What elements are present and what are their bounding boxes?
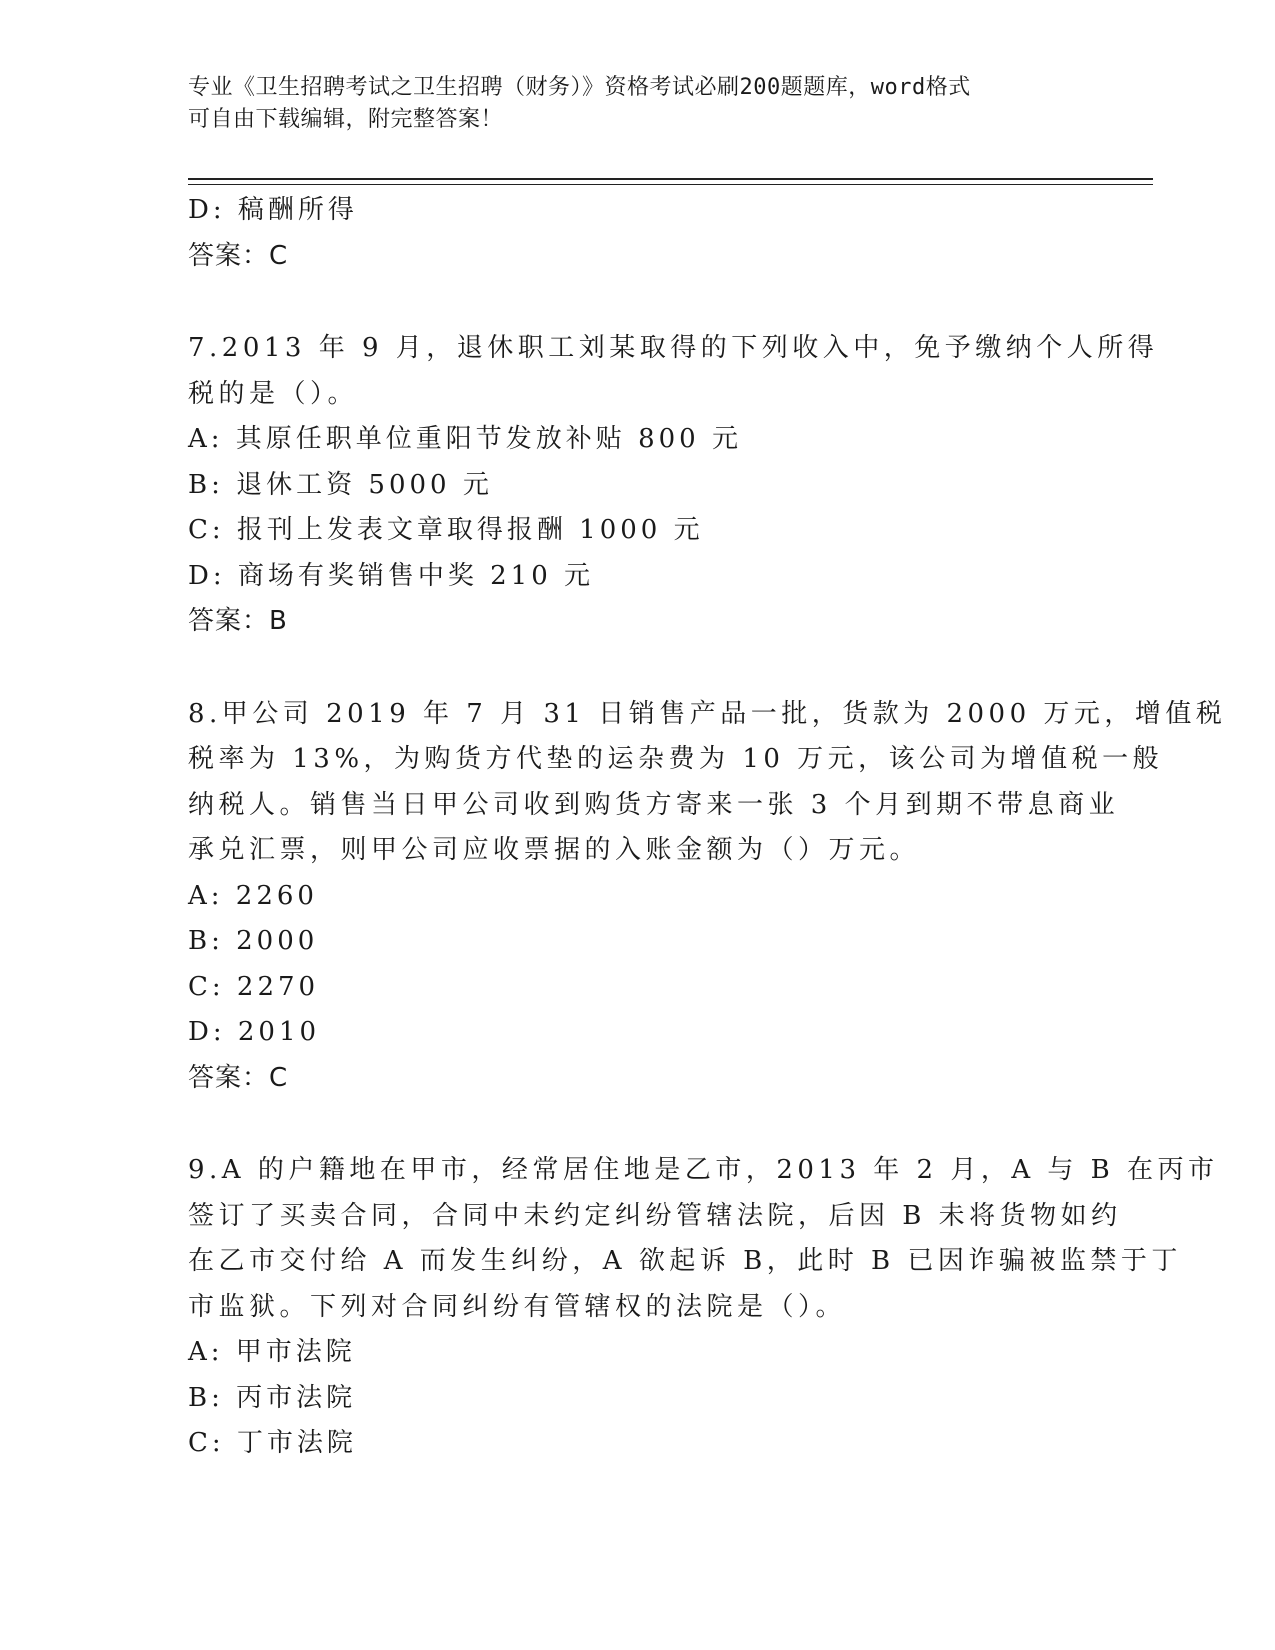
spacer xyxy=(188,645,1088,692)
option-a: A: 2260 xyxy=(188,880,318,911)
question-stem-line: 纳税人。销售当日甲公司收到购货方寄来一张 3 个月到期不带息商业 xyxy=(188,789,1120,820)
question-stem-line: 市监狱。下列对合同纠纷有管辖权的法院是（）。 xyxy=(188,1291,847,1322)
header-line-2: 可自由下载编辑，附完整答案！ xyxy=(188,107,504,132)
question-8 xyxy=(188,692,1227,1102)
option-a: A: 甲市法院 xyxy=(188,1337,356,1367)
question-stem-line: 税率为 13%，为购货方代垫的运杂费为 10 万元，该公司为增值税一般 xyxy=(188,744,1164,774)
answer: 答案：C xyxy=(188,240,289,271)
header-line-1: 专业《卫生招聘考试之卫生招聘（财务）》资格考试必刷200题题库，word格式 xyxy=(188,75,971,100)
question-stem-line: 7.2013 年 9 月，退休职工刘某取得的下列收入中，免予缴纳个人所得 xyxy=(188,333,1159,363)
header-divider xyxy=(188,178,1153,180)
option-b: B: 丙市法院 xyxy=(188,1382,357,1413)
option-c: C: 丁市法院 xyxy=(188,1428,357,1458)
option-c: C: 报刊上发表文章取得报酬 1000 元 xyxy=(188,515,704,545)
document-header xyxy=(188,72,1088,136)
option-d: D: 商场有奖销售中奖 210 元 xyxy=(188,560,595,591)
question-stem-line: 税的是（）。 xyxy=(188,378,359,409)
question-6-tail xyxy=(188,188,1088,279)
spacer xyxy=(188,279,1088,326)
option-c: C: 2270 xyxy=(188,971,320,1002)
answer: 答案：C xyxy=(188,1062,289,1093)
question-9 xyxy=(188,1148,1219,1467)
option-b: B: 2000 xyxy=(188,926,319,956)
question-stem-line: 8.甲公司 2019 年 7 月 31 日销售产品一批，货款为 2000 万元，增值税 xyxy=(188,698,1227,729)
question-stem-line: 在乙市交付给 A 而发生纠纷，A 欲起诉 B，此时 B 已因诈骗被监禁于丁 xyxy=(188,1246,1182,1276)
question-stem-line: 承兑汇票，则甲公司应收票据的入账金额为（）万元。 xyxy=(188,835,921,865)
answer: 答案：B xyxy=(188,606,288,636)
document-body xyxy=(188,188,1227,1467)
question-stem-line: 签订了买卖合同，合同中未约定纠纷管辖法院，后因 B 未将货物如约 xyxy=(188,1200,1122,1231)
header-divider-thin xyxy=(188,184,1153,185)
option-b: B: 退休工资 5000 元 xyxy=(188,469,493,500)
spacer xyxy=(188,1101,1088,1148)
option-a: A: 其原任职单位重阳节发放补贴 800 元 xyxy=(188,424,742,454)
question-stem-line: 9.A 的户籍地在甲市，经常居住地是乙市，2013 年 2 月，A 与 B 在丙市 xyxy=(188,1155,1219,1185)
option-d: D: 稿酬所得 xyxy=(188,195,358,225)
option-d: D: 2010 xyxy=(188,1017,321,1047)
question-7 xyxy=(188,326,1159,645)
